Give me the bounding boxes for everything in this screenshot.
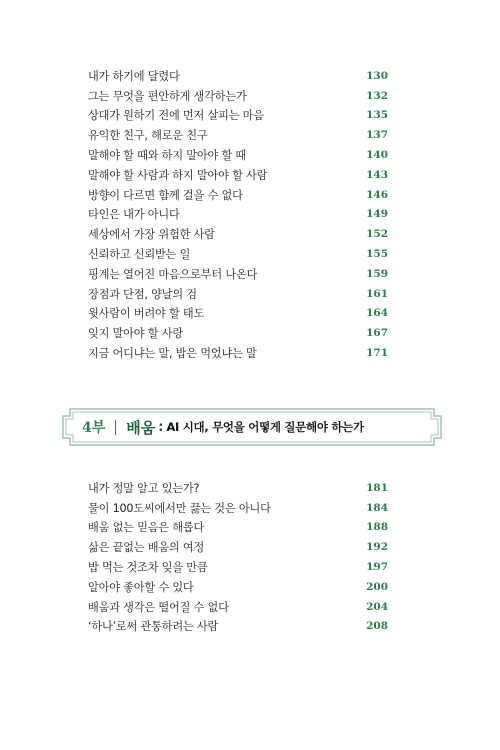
toc-entry-page: 135 [366, 109, 388, 122]
toc-entry-title: 유익한 친구, 해로운 친구 [88, 129, 208, 143]
toc-entry-title: 삶은 끝없는 배움의 여정 [88, 541, 205, 555]
toc-entry-title: 밥 먹는 것조차 잊을 만큼 [88, 561, 208, 575]
toc-entry-page: 197 [366, 561, 388, 574]
toc-entry [88, 617, 388, 637]
toc-entry [88, 86, 388, 106]
part-title: 배움 [126, 418, 156, 437]
toc-entry-title: 배움 없는 믿음은 해롭다 [88, 521, 205, 535]
toc-entry [88, 205, 388, 225]
toc-entry-title: 말해야 할 사람과 하지 말아야 할 사람 [88, 168, 268, 182]
toc-entry-title: 말해야 할 때와 하지 말아야 할 때 [88, 149, 247, 163]
toc-entry [88, 145, 388, 165]
toc-entry [88, 106, 388, 126]
toc-entry [88, 165, 388, 185]
toc-entry [88, 577, 388, 597]
toc-entry-page: 208 [366, 620, 388, 633]
part-number: 4부 [82, 420, 106, 436]
toc-entry-page: 161 [366, 287, 388, 300]
toc-entry-title: 내가 정말 알고 있는가? [88, 481, 200, 495]
toc-entry [88, 304, 388, 324]
toc-entry-page: 167 [366, 327, 388, 340]
toc-entry [88, 597, 388, 617]
toc-entry-page: 132 [366, 89, 388, 102]
toc-entry-title: 물이 100도씨에서만 끓는 것은 아니다 [88, 501, 271, 515]
toc-entry-page: 149 [366, 208, 388, 221]
toc-entry [88, 244, 388, 264]
toc-entry-title: 방향이 다르면 함께 걸을 수 없다 [88, 188, 243, 202]
divider [115, 420, 116, 435]
part-colon: : [158, 419, 164, 435]
toc-entry-title: 지금 어디냐는 말, 밥은 먹었냐는 말 [88, 347, 257, 361]
part-subtitle: AI 시대, 무엇을 어떻게 질문해야 하는가 [166, 420, 364, 434]
toc-entry-title: 윗사람이 버려야 할 태도 [88, 307, 205, 321]
toc-entry [88, 284, 388, 304]
toc-entry-page: 130 [366, 69, 388, 82]
toc-entry [88, 498, 388, 518]
toc-entry-page: 159 [366, 267, 388, 280]
toc-entry [88, 518, 388, 538]
toc-entry-page: 155 [366, 248, 388, 261]
toc-entry-page: 200 [366, 580, 388, 593]
toc-entry [88, 323, 388, 343]
toc-part-4-entries [88, 478, 388, 636]
toc-entry-title: 그는 무엇을 편안하게 생각하는가 [88, 89, 247, 103]
toc-entry [88, 125, 388, 145]
toc-entry-title: 세상에서 가장 위험한 사람 [88, 228, 215, 242]
toc-entry-title: 잊지 말아야 할 사랑 [88, 327, 183, 341]
toc-entry-page: 192 [366, 541, 388, 554]
toc-entry-page: 204 [366, 600, 388, 613]
toc-section-3-entries [88, 66, 388, 363]
toc-entry-page: 137 [366, 129, 388, 142]
toc-entry-page: 188 [366, 521, 388, 534]
toc-entry-page: 152 [366, 228, 388, 241]
toc-entry-title: 핑계는 열어진 마음으로부터 나온다 [88, 267, 258, 281]
toc-entry-page: 164 [366, 307, 388, 320]
toc-entry-page: 146 [366, 188, 388, 201]
toc-entry [88, 185, 388, 205]
toc-entry-page: 143 [366, 168, 388, 181]
toc-entry [88, 224, 388, 244]
toc-entry [88, 66, 388, 86]
toc-entry-title: 신뢰하고 신뢰받는 일 [88, 248, 191, 262]
toc-entry-title: 장점과 단점, 양날의 검 [88, 287, 197, 301]
toc-entry-title: 배움과 생각은 떨어질 수 없다 [88, 600, 229, 614]
toc-entry-title: 상대가 원하기 전에 먼저 살피는 마음 [88, 109, 264, 123]
toc-entry [88, 557, 388, 577]
toc-entry-page: 171 [366, 347, 388, 360]
toc-entry-page: 184 [366, 501, 388, 514]
part-4-banner [62, 408, 442, 446]
toc-entry [88, 478, 388, 498]
toc-entry [88, 537, 388, 557]
toc-entry-title: 알아야 좋아할 수 있다 [88, 580, 194, 594]
toc-entry-title: 내가 하기에 달렸다 [88, 69, 180, 83]
toc-entry-title: 타인은 내가 아니다 [88, 208, 180, 222]
toc-entry-title: ‘하나’로써 관통하려는 사람 [88, 620, 219, 634]
toc-entry [88, 264, 388, 284]
toc-entry [88, 343, 388, 363]
toc-entry-page: 140 [366, 149, 388, 162]
toc-entry-page: 181 [366, 481, 388, 494]
